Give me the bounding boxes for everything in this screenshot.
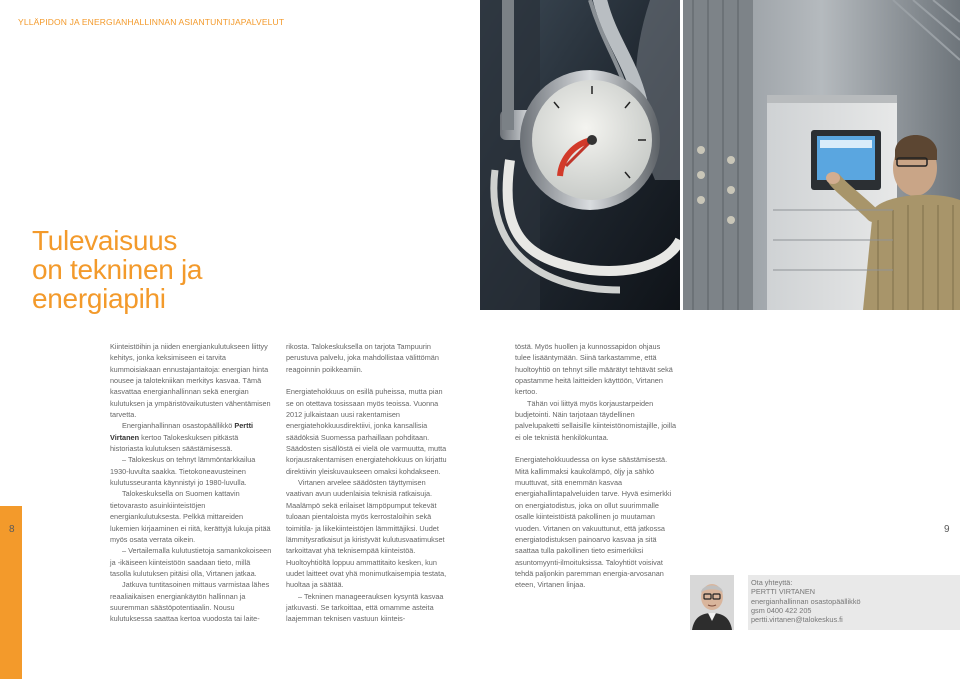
paragraph: Talokeskuksella on Suomen kattavin tietovarasto asuinkiinteistöjen energiankulutuksesta. Pelkkä mittareiden lukemien kirjaaminen ei riitä, kerättyjä lukuja pitää myös osata verrata oikein. bbox=[110, 489, 271, 544]
paragraph: Jatkuva tuntitasoinen mittaus varmistaa lähes reaaliaikaisen energiankäytön hallinnan ja suuremman säästöpotentiaalin. Nousu kulutuksessa saattaa kertoa vuodosta tai laite- bbox=[110, 580, 270, 624]
contact-phone: gsm 0400 422 205 bbox=[751, 605, 812, 615]
headline-line-2: on tekninen ja bbox=[32, 254, 203, 285]
paragraph: Virtanen arvelee säädösten täyttymisen vaativan avun uudenlaisia teknisiä ratkaisuja. Maalämpö sekä erilaiset lämpöpumput tekevät tuloaan pientaloista myös kerrostaloihin sekä toimitila- ja liikekiinteistöjen lämmittäjiksi. Uudet lämmitysratkaisut ja kiristyvät kulutusvaatimukset tarkoittavat yhä teknisempää kiinteistöä. Huoltoyhtiöltä loppuu ammattitaito kesken, kun uudet laitteet ovat yhä monimutkaisempia testata, huoltaa ja säätää. bbox=[286, 478, 447, 590]
headline bbox=[32, 226, 202, 313]
page-number-left: 8 bbox=[9, 524, 15, 535]
contact-email[interactable]: pertti.virtanen@talokeskus.fi bbox=[751, 615, 843, 625]
person-name: Pertti Virtanen bbox=[110, 421, 254, 442]
paragraph: Energianhallinnan osastopäällikkö Pertti Virtanen kertoo Talokeskuksen pitkästä historiasta kulutuksen säästämisessä. bbox=[110, 421, 254, 454]
headline-line-3: energiapihi bbox=[32, 283, 166, 314]
contact-box bbox=[748, 575, 960, 630]
paragraph: Kiinteistöihin ja niiden energiankulutukseen liittyy kehitys, jonka keksimiseen ei tarvita kummoisiakaan ennustajantaitoja: energian hinta nousee ja talotekniikan merkitys kasvaa. Tämä kasvattaa energianhallinnan sekä energian kulutuksen ja ympäristövaikutusten vähentämisen tarvetta. bbox=[110, 342, 271, 420]
contact-label: Ota yhteyttä: bbox=[751, 578, 793, 587]
paragraph: – Vertailemalla kulutustietoja samankokoiseen ja -ikäiseen kiinteistöön saadaan tieto, millä tasolla kulutuksen pitäisi olla, Virtanen jatkaa. bbox=[110, 546, 272, 578]
text-column-2 bbox=[286, 341, 448, 625]
paragraph: Energiatehokkuudessa on kyse säästämisestä. Mitä kallimmaksi kaukolämpö, öljy ja sähkö muuttuvat, sitä enemmän kasvaa energiahallintapalveluiden tarve. Hyvä esimerkki on energiatodistus, joka on ollut suurimmalle osalle kiinteistöistä pakollinen jo muutaman vuoden. Virtanen on vakuuttunut, että jatkossa energiatodistuksen painoarvo kasvaa ja sitä saattaa tulla pakollinen tieto esimerkiksi asuntomyynti-ilmoituksissa. Taloyhtiöt voisivat tehdä paljonkin paremman energia-arvosanan eteen, Virtanen linjaa. bbox=[515, 455, 672, 590]
contact-portrait bbox=[690, 575, 734, 630]
paragraph: töstä. Myös huollen ja kunnossapidon ohjaus tulee lisääntymään. Siinä tarkastamme, että huoltoyhtiö on tehnyt sille määrätyt tehtävät sekä opastamme heitä laitteiden käyttöön, Virtanen kertoo. bbox=[515, 342, 673, 397]
text-column-1 bbox=[110, 341, 272, 625]
headline-line-1: Tulevaisuus bbox=[32, 225, 178, 256]
page-number-right: 9 bbox=[944, 524, 950, 535]
paragraph: Energiatehokkuus on esillä puheissa, mutta pian se on otettava tosissaan myös teoissa. Vuonna 2012 julkaistaan uusi rakentamisen energiatehokkuusdirektiivi, jonka kansallisia säädöksiä Suomessa parhaillaan pohditaan. Säädösten sisällöstä ei vielä ole varmuutta, mutta korjausrakentamisen energiatehokkuus on kirjattu direktiivin yleiskuvaukseen omaksi kohdakseen. bbox=[286, 387, 447, 476]
paragraph: – Talokeskus on tehnyt lämmöntarkkailua 1930-luvulta saakka. Tietokoneavusteinen kulutusseuranta käynnistyi jo 1980-luvulla. bbox=[110, 455, 256, 488]
contact-name: PERTTI VIRTANEN bbox=[751, 587, 816, 597]
paragraph: rikosta. Talokeskuksella on tarjota Tampuurin perustuva palvelu, joka mahdollistaa välittömän reagoinnin poikkeamiin. bbox=[286, 342, 439, 374]
text-column-3 bbox=[515, 341, 677, 591]
paragraph: Tähän voi liittyä myös korjaustarpeiden budjetointi. Näin tarjotaan täydellinen palvelupaketti sellaisille kiinteistönomistajille, joilla ei ole teknistä henkilökuntaa. bbox=[515, 398, 677, 442]
paragraph: – Tekninen manageerauksen kysyntä kasvaa jatkuvasti. Se tarkoittaa, että omamme asteita laajemman teknisen vastuun kiinteis- bbox=[286, 591, 444, 624]
section-title: YLLÄPIDON JA ENERGIANHALLINNAN ASIANTUNTIJAPALVELUT bbox=[18, 17, 285, 27]
pressure-gauge-photo bbox=[480, 0, 680, 310]
contact-title: energianhallinnan osastopäällikkö bbox=[751, 596, 861, 606]
technician-at-control-panel-photo bbox=[683, 0, 960, 310]
